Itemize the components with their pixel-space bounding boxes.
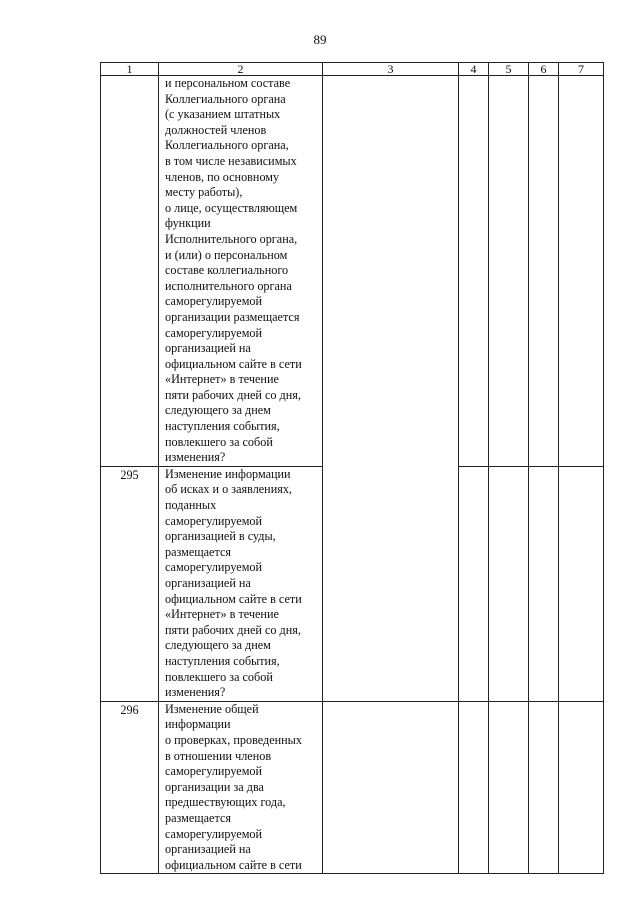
text-line: организацией на <box>165 842 251 857</box>
row-number: 296 <box>101 701 159 874</box>
text-line: пяти рабочих дней со дня, <box>165 387 301 402</box>
column-header-5: 5 <box>489 63 529 76</box>
question-text <box>159 466 323 701</box>
text-line: поданных <box>165 498 217 513</box>
column-header-2: 2 <box>159 63 323 76</box>
text-line: и (или) о персональном <box>165 247 288 262</box>
text-line: организацией на <box>165 576 251 590</box>
text-line: Изменение информации <box>165 466 291 481</box>
text-line: Исполнительного органа, <box>165 231 298 246</box>
text-line: должностей членов <box>165 122 267 137</box>
text-line: саморегулируемой <box>165 325 263 340</box>
cell-col7 <box>559 76 604 467</box>
text-line: саморегулируемой <box>165 560 263 575</box>
text-line: и персональном составе <box>165 76 291 90</box>
text-line: предшествующих года, <box>165 795 286 810</box>
text-line: членов, по основному <box>165 169 280 184</box>
text-line: наступления события, <box>165 653 280 668</box>
text-line: размещается <box>165 544 231 559</box>
cell-col4 <box>459 701 489 874</box>
cell-col5 <box>489 466 529 701</box>
text-line: следующего за днем <box>165 638 271 653</box>
table-row <box>101 76 604 467</box>
text-line: (с указанием штатных <box>165 107 281 122</box>
text-line: в том числе независимых <box>165 153 297 168</box>
row-number: 295 <box>101 466 159 701</box>
cell-col4 <box>459 466 489 701</box>
text-line: организации размещается <box>165 309 300 324</box>
question-text <box>159 76 323 467</box>
text-line: «Интернет» в течение <box>165 607 279 622</box>
text-line: месту работы), <box>165 185 243 200</box>
text-line: Коллегиального органа <box>165 91 286 106</box>
cell-col5 <box>489 701 529 874</box>
column-header-7: 7 <box>559 63 604 76</box>
text-line: организацией в суды, <box>165 529 276 544</box>
text-line: саморегулируемой <box>165 513 263 528</box>
text-line: организации за два <box>165 779 264 794</box>
text-line: официальном сайте в сети <box>165 356 302 371</box>
row-number <box>101 76 159 467</box>
column-header-3: 3 <box>323 63 459 76</box>
cell-col7 <box>559 466 604 701</box>
cell-col3 <box>323 701 459 874</box>
cell-col3 <box>323 76 459 702</box>
text-line: в отношении членов <box>165 748 272 763</box>
page-number: 89 <box>313 32 327 47</box>
text-line: исполнительного органа <box>165 278 292 293</box>
header-row <box>101 63 604 76</box>
cell-col6 <box>529 76 559 467</box>
text-line: саморегулируемой <box>165 764 263 779</box>
table-row <box>101 701 604 874</box>
text-line: наступления события, <box>165 419 280 434</box>
text-line: функции <box>165 216 211 231</box>
text-line: повлекшего за собой <box>165 669 273 684</box>
cell-col7 <box>559 701 604 874</box>
column-header-4: 4 <box>459 63 489 76</box>
text-line: о лице, осуществляющем <box>165 200 298 215</box>
cell-col6 <box>529 701 559 874</box>
text-line: пяти рабочих дней со дня, <box>165 622 301 637</box>
text-line: Коллегиального органа, <box>165 138 289 153</box>
cell-col4 <box>459 76 489 467</box>
text-line: официальном сайте в сети <box>165 591 302 606</box>
questions-table <box>100 62 604 874</box>
text-line: об исках и о заявлениях, <box>165 482 292 497</box>
text-line: Изменение общей <box>165 701 259 716</box>
column-header-6: 6 <box>529 63 559 76</box>
text-line: саморегулируемой <box>165 826 263 841</box>
text-line: размещается <box>165 810 231 825</box>
text-line: официальном сайте в сети <box>165 857 302 872</box>
text-line: изменения? <box>165 685 226 700</box>
text-line: следующего за днем <box>165 403 271 418</box>
text-line: саморегулируемой <box>165 294 263 309</box>
text-line: изменения? <box>165 450 226 465</box>
text-line: организацией на <box>165 341 251 356</box>
cell-col5 <box>489 76 529 467</box>
text-line: «Интернет» в течение <box>165 372 279 387</box>
text-line: повлекшего за собой <box>165 434 273 449</box>
text-line: составе коллегиального <box>165 263 289 278</box>
text-line: о проверках, проведенных <box>165 732 302 747</box>
cell-col6 <box>529 466 559 701</box>
text-line: информации <box>165 717 231 732</box>
question-text <box>159 701 323 874</box>
column-header-1: 1 <box>101 63 159 76</box>
